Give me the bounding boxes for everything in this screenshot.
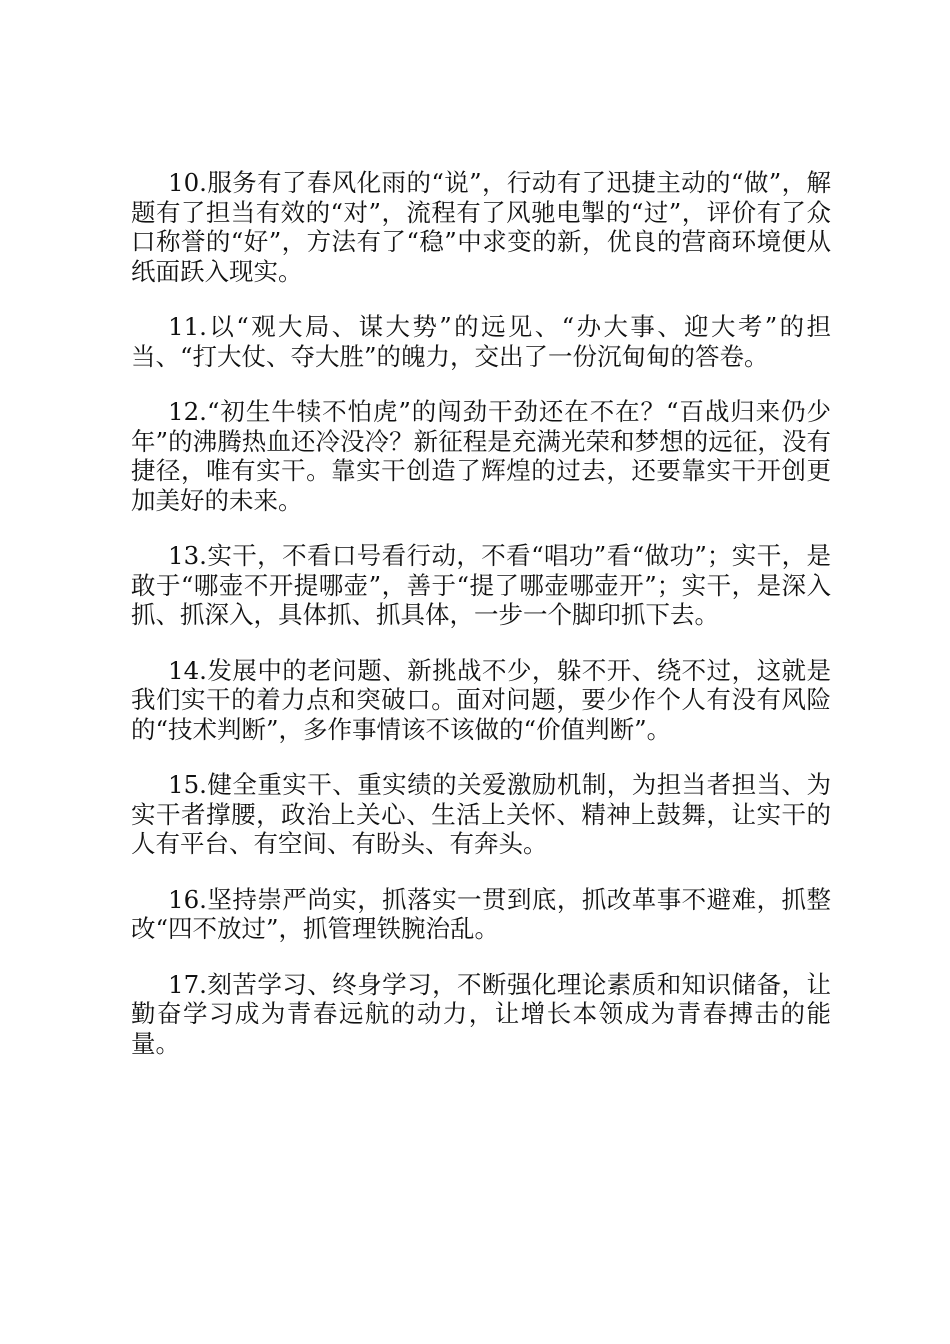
paragraph-15: 15.健全重实干、重实绩的关爱激励机制，为担当者担当、为实干者撑腰，政治上关心、生活上关怀、精神上鼓舞，让实干的人有平台、有空间、有盼头、有奔头。 [131, 770, 831, 858]
paragraph-17: 17.刻苦学习、终身学习，不断强化理论素质和知识储备，让勤奋学习成为青春远航的动力，让增长本领成为青春搏击的能量。 [131, 969, 831, 1058]
paragraph-13: 13.实干，不看口号看行动，不看“唱功”看“做功”；实干，是敢于“哪壶不开提哪壶”，善于“提了哪壶哪壶开”；实干，是深入抓、抓深入，具体抓、抓具体，一步一个脚印抓下去。 [131, 541, 831, 629]
document-page [131, 168, 831, 1084]
paragraph-11: 11.以“观大局、谋大势”的远见、“办大事、迎大考”的担当、“打大仗、夺大胜”的魄力，交出了一份沉甸甸的答卷。 [131, 312, 831, 371]
paragraph-10: 10.服务有了春风化雨的“说”，行动有了迅捷主动的“做”，解题有了担当有效的“对”，流程有了风驰电掣的“过”，评价有了众口称誉的“好”，方法有了“稳”中求变的新，优良的营商环境便从纸面跃入现实。 [131, 168, 831, 286]
paragraph-16: 16.坚持崇严尚实，抓落实一贯到底，抓改革事不避难，抓整改“四不放过”，抓管理铁腕治乱。 [131, 884, 831, 943]
paragraph-12: 12.“初生牛犊不怕虎”的闯劲干劲还在不在？“百战归来仍少年”的沸腾热血还冷没冷？新征程是充满光荣和梦想的远征，没有捷径，唯有实干。靠实干创造了辉煌的过去，还要靠实干开创更加美好的未来。 [131, 397, 831, 515]
paragraph-14: 14.发展中的老问题、新挑战不少，躲不开、绕不过，这就是我们实干的着力点和突破口。面对问题，要少作个人有没有风险的“技术判断”，多作事情该不该做的“价值判断”。 [131, 655, 831, 744]
